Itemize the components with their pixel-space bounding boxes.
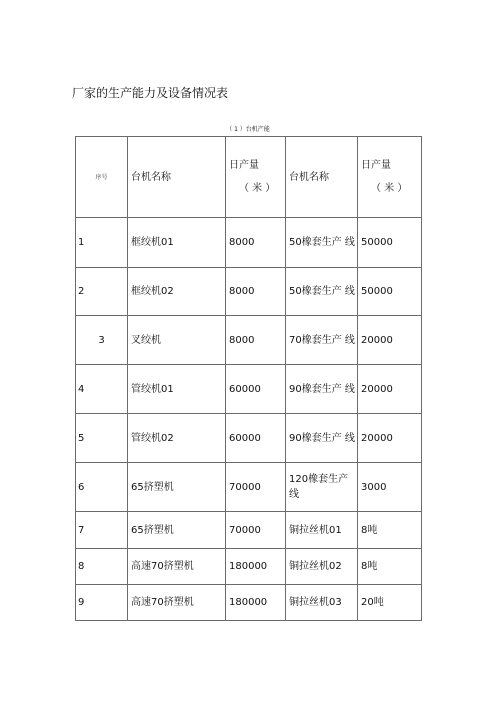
table-row xyxy=(76,268,422,316)
table-row xyxy=(76,414,422,463)
row-name-1: 高速70挤塑机 xyxy=(128,549,226,585)
row-output-2: 20000 xyxy=(358,316,422,365)
row-output-1: 180000 xyxy=(226,585,286,621)
table-header-row xyxy=(76,137,422,218)
document-title: 厂家的生产能力及设备情况表 xyxy=(72,86,229,100)
row-output-1: 8000 xyxy=(226,316,286,365)
row-output-2: 20000 xyxy=(358,414,422,463)
row-no: 3 xyxy=(76,316,128,365)
row-output-2: 8吨 xyxy=(358,512,422,549)
row-output-2: 8吨 xyxy=(358,549,422,585)
header-output-2-label: 日产量 xyxy=(361,160,391,171)
row-no: 1 xyxy=(76,218,128,268)
row-name-2: 50橡套生产 线 xyxy=(286,218,358,268)
row-name-2: 铜拉丝机01 xyxy=(286,512,358,549)
header-output-1-label: 日产量 xyxy=(229,160,259,171)
row-name-1: 管绞机01 xyxy=(128,365,226,414)
table-row xyxy=(76,512,422,549)
row-no: 6 xyxy=(76,463,128,512)
table-row xyxy=(76,365,422,414)
header-no: 序号 xyxy=(76,137,128,218)
header-output-1-unit: （ 米 ） xyxy=(239,183,276,194)
header-output-2 xyxy=(358,137,422,218)
row-output-1: 60000 xyxy=(226,414,286,463)
row-no: 7 xyxy=(76,512,128,549)
table-caption: （ 1 ）台机产能 xyxy=(226,126,270,133)
row-name-1: 管绞机02 xyxy=(128,414,226,463)
header-output-1 xyxy=(226,137,286,218)
row-no: 5 xyxy=(76,414,128,463)
row-name-2: 90橡套生产 线 xyxy=(286,414,358,463)
row-output-2: 20000 xyxy=(358,365,422,414)
header-output-2-unit: （ 米 ） xyxy=(371,183,408,194)
table-row xyxy=(76,218,422,268)
row-name-1: 框绞机01 xyxy=(128,218,226,268)
row-name-2: 50橡套生产 线 xyxy=(286,268,358,316)
row-output-2: 50000 xyxy=(358,218,422,268)
row-output-1: 8000 xyxy=(226,268,286,316)
row-output-2: 20吨 xyxy=(358,585,422,621)
row-name-2: 70橡套生产 线 xyxy=(286,316,358,365)
row-no: 2 xyxy=(76,268,128,316)
row-output-2: 50000 xyxy=(358,268,422,316)
header-name-1: 台机名称 xyxy=(128,137,226,218)
row-no: 9 xyxy=(76,585,128,621)
table-row xyxy=(76,585,422,621)
table-row xyxy=(76,316,422,365)
row-name-2: 铜拉丝机02 xyxy=(286,549,358,585)
row-name-2: 90橡套生产 线 xyxy=(286,365,358,414)
row-name-1: 65挤塑机 xyxy=(128,512,226,549)
header-name-2: 台机名称 xyxy=(286,137,358,218)
row-name-1: 叉绞机 xyxy=(128,316,226,365)
row-no: 4 xyxy=(76,365,128,414)
row-output-1: 180000 xyxy=(226,549,286,585)
table-row xyxy=(76,549,422,585)
row-no: 8 xyxy=(76,549,128,585)
row-output-1: 60000 xyxy=(226,365,286,414)
capacity-table xyxy=(75,136,422,621)
row-output-1: 70000 xyxy=(226,463,286,512)
row-output-1: 8000 xyxy=(226,218,286,268)
row-name-1: 65挤塑机 xyxy=(128,463,226,512)
row-name-2: 120橡套生产线 xyxy=(286,463,358,512)
row-output-2: 3000 xyxy=(358,463,422,512)
row-name-2: 铜拉丝机03 xyxy=(286,585,358,621)
table-row xyxy=(76,463,422,512)
row-name-1: 高速70挤塑机 xyxy=(128,585,226,621)
row-name-1: 框绞机02 xyxy=(128,268,226,316)
row-output-1: 70000 xyxy=(226,512,286,549)
